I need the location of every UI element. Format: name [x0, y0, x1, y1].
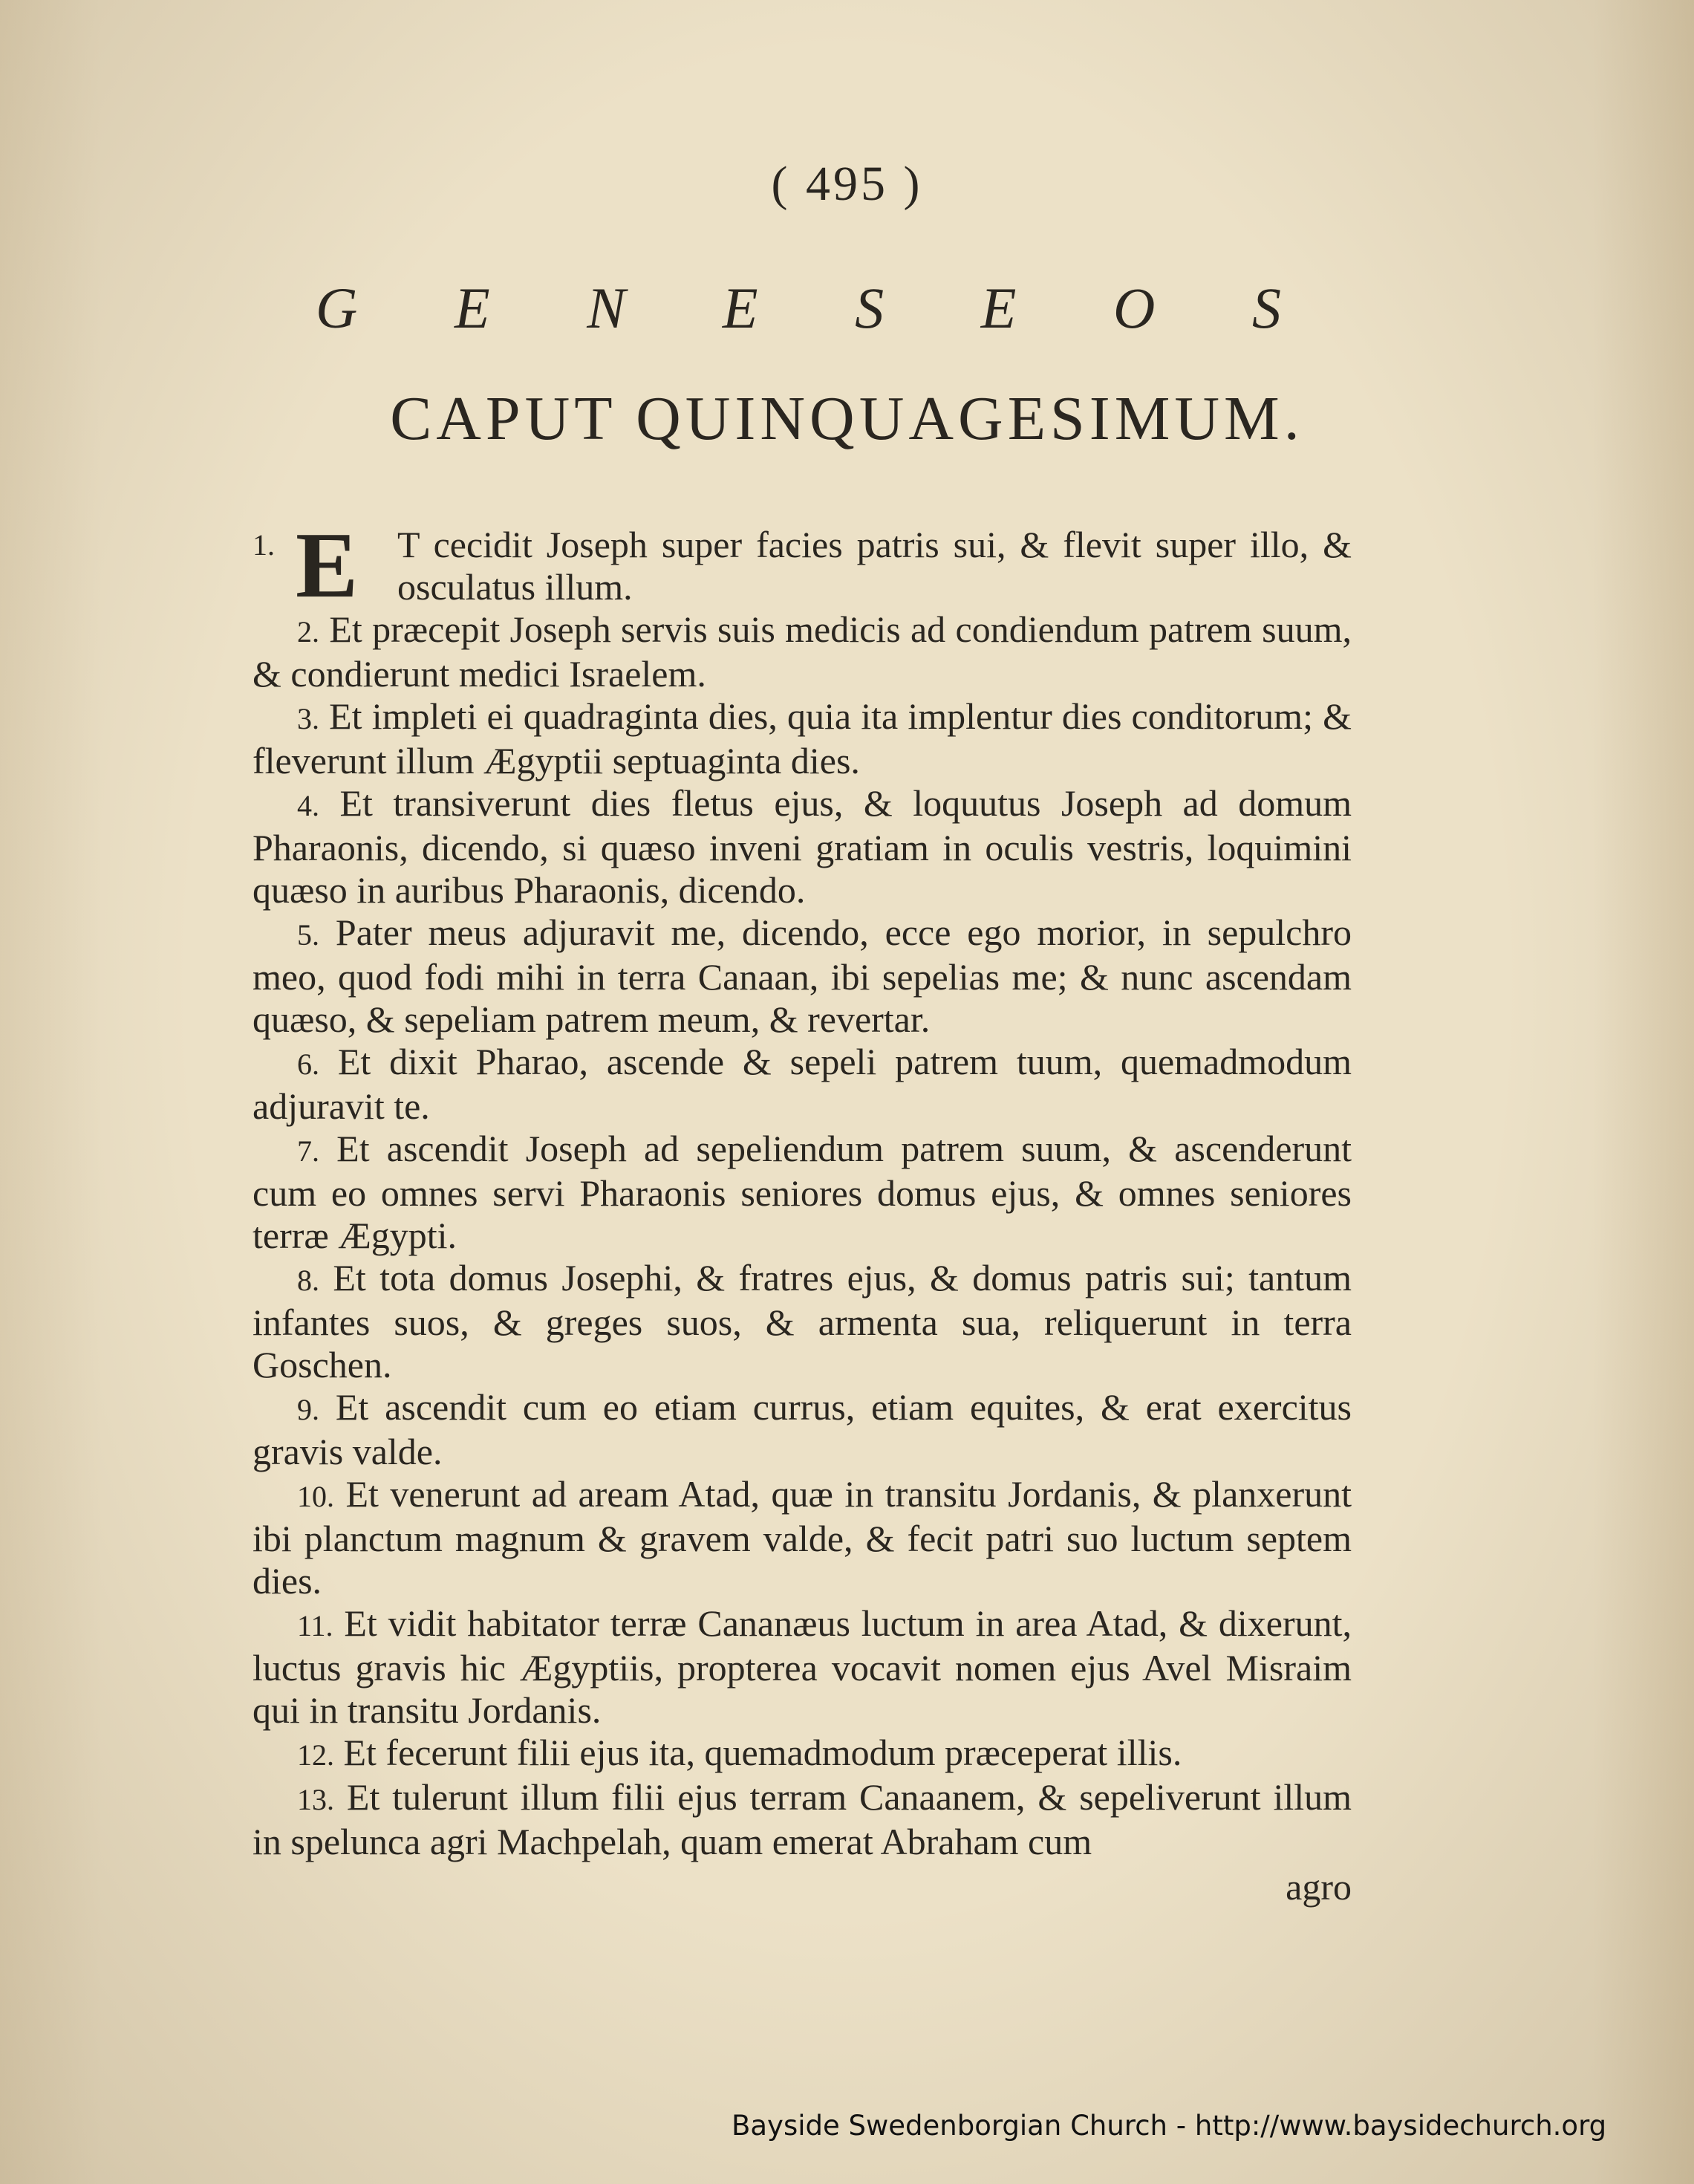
verse — [253, 1257, 1352, 1386]
verse-number: 9. — [297, 1393, 319, 1426]
verse — [253, 782, 1352, 911]
page-number: ( 495 ) — [771, 157, 923, 211]
verse-number: 11. — [297, 1609, 333, 1642]
verse-text: T cecidit Joseph super facies patris sui, & flevit super illo, & osculatus illum. — [397, 524, 1352, 608]
verse-text: Et fecerunt filii ejus ita, quemadmodum præceperat illis. — [343, 1732, 1182, 1773]
verse-text: Pater meus adjuravit me, dicendo, ecce ego morior, in sepulchro meo, quod fodi mihi in terra Canaan, ibi sepelias me; & nunc ascendam quæso, & sepeliam patrem meum, & revertar. — [253, 911, 1352, 1040]
verse-text: Et impleti ei quadraginta dies, quia ita implentur dies conditorum; & fleverunt illum Ægyptii septuaginta dies. — [253, 695, 1352, 781]
verse-text: Et venerunt ad aream Atad, quæ in transitu Jordanis, & planxerunt ibi planctum magnum & gravem valde, & fecit patri suo luctum septem dies. — [253, 1473, 1352, 1602]
verse-number: 1. — [253, 528, 275, 562]
verse-number: 6. — [297, 1047, 319, 1081]
verse-text: Et ascendit cum eo etiam currus, etiam equites, & erat exercitus gravis valde. — [253, 1386, 1352, 1472]
book-title-letter: G — [316, 276, 358, 340]
verse — [253, 911, 1352, 1041]
verse-number: 8. — [297, 1264, 319, 1297]
verse-text: Et tulerunt illum filii ejus terram Canaanem, & sepeliverunt illum in spelunca agri Machpelah, quam emerat Abraham cum — [253, 1776, 1352, 1862]
verse-number: 4. — [297, 789, 319, 822]
verse — [253, 1776, 1352, 1863]
verse-text: Et dixit Pharao, ascende & sepeli patrem tuum, quemadmodum adjuravit te. — [253, 1041, 1352, 1127]
verse-number: 7. — [297, 1134, 319, 1168]
verse — [253, 1473, 1352, 1602]
verse-number: 3. — [297, 702, 319, 735]
verse — [253, 1602, 1352, 1732]
book-title-letter: E — [454, 276, 490, 340]
verse — [253, 1386, 1352, 1473]
drop-cap: E — [296, 514, 359, 617]
book-title-letter: N — [587, 276, 626, 340]
verse-number: 2. — [297, 615, 319, 649]
verse-number: 5. — [297, 918, 319, 952]
verse — [253, 514, 1352, 617]
watermark-text: Bayside Swedenborgian Church - http://www.baysidechurch.org — [732, 2110, 1607, 2142]
verse — [253, 1732, 1352, 1776]
book-title — [316, 275, 1281, 342]
book-title-letter: S — [855, 276, 885, 340]
verse — [253, 695, 1352, 782]
chapter-text — [253, 514, 1352, 1908]
book-title-letter: S — [1251, 276, 1281, 340]
verse-text: Et vidit habitator terræ Cananæus luctum in area Atad, & dixerunt, luctus gravis hic Ægyptiis, propterea vocavit nomen ejus Avel Misraim qui in transitu Jordanis. — [253, 1602, 1352, 1731]
verse — [253, 1128, 1352, 1257]
book-title-letter: E — [980, 276, 1017, 340]
book-title-letter: O — [1113, 276, 1156, 340]
verse-text: Et ascendit Joseph ad sepeliendum patrem suum, & ascenderunt cum eo omnes servi Pharaonis seniores domus ejus, & omnes seniores terræ Ægypti. — [253, 1128, 1352, 1256]
verse-text: Et præcepit Joseph servis suis medicis ad condiendum patrem suum, & condierunt medici Israelem. — [253, 608, 1352, 695]
verse-number: 13. — [297, 1783, 334, 1816]
verse — [253, 608, 1352, 695]
verse-text: Et transiverunt dies fletus ejus, & loquutus Joseph ad domum Pharaonis, dicendo, si quæso inveni gratiam in oculis vestris, loquimini quæso in auribus Pharaonis, dicendo. — [253, 782, 1352, 911]
chapter-title: CAPUT QUINQUAGESIMUM. — [390, 384, 1304, 453]
verse-number: 10. — [297, 1480, 334, 1513]
book-title-letter: E — [722, 276, 758, 340]
verse-number: 12. — [297, 1738, 334, 1772]
verse — [253, 1041, 1352, 1128]
verse-text: Et tota domus Josephi, & fratres ejus, & domus patris sui; tantum infantes suos, & greges suos, & armenta sua, reliquerunt in terra Goschen. — [253, 1257, 1352, 1385]
catchword: agro — [1286, 1866, 1352, 1908]
